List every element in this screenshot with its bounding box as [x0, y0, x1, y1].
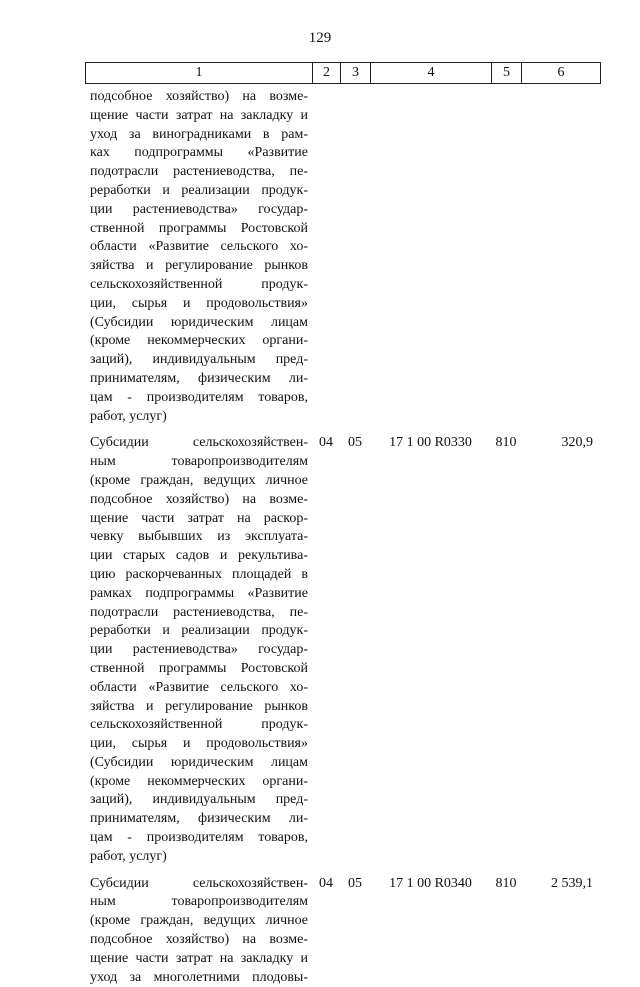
- budget-table-body: [85, 88, 601, 987]
- description-line: уход за виноградниками в рам-: [90, 126, 308, 142]
- description-line: заций), индивидуальным пред-: [90, 352, 308, 368]
- subsection-code: 05: [348, 875, 362, 891]
- description-line: ции, сырья и продовольствия»: [90, 295, 308, 311]
- description-line: сельскохозяйственной продук-: [90, 717, 308, 733]
- description-line: (кроме граждан, ведущих личное: [90, 913, 308, 929]
- description-line: (кроме некоммерческих органи-: [90, 333, 308, 349]
- target-article-code: 17 1 00 R0340: [389, 875, 472, 891]
- subsection-code: 05: [348, 435, 362, 451]
- description-line: ственной программы Ростовской: [90, 220, 308, 236]
- column-header-3: 3: [341, 63, 371, 83]
- description-line: (кроме граждан, ведущих личное: [90, 472, 308, 488]
- description-line: подсобное хозяйство) на возме-: [90, 491, 308, 507]
- section-code: 04: [319, 435, 333, 451]
- row-description: [85, 434, 312, 866]
- description-line: принимателям, физическим ли-: [90, 370, 308, 386]
- target-article-code: 17 1 00 R0330: [389, 435, 472, 451]
- description-line: рамках подпрограммы «Развитие: [90, 585, 308, 601]
- description-line: заций), индивидуальным пред-: [90, 792, 308, 808]
- amount: 320,9: [561, 435, 593, 451]
- table-row: [85, 434, 601, 866]
- column-header-1: 1: [86, 63, 313, 83]
- description-line: щение части затрат на закладку и: [90, 950, 308, 966]
- column-header-4: 4: [371, 63, 492, 83]
- column-header-6: 6: [557, 65, 565, 80]
- table-row: [85, 875, 601, 987]
- page-number: 129: [308, 30, 332, 46]
- section-code: 04: [319, 875, 333, 891]
- column-header-2: 2: [313, 63, 341, 83]
- description-line: (кроме некоммерческих органи-: [90, 773, 308, 789]
- description-line: уход за многолетними плодовы-: [90, 969, 308, 985]
- description-line: цам - производителям товаров,: [90, 389, 308, 405]
- description-line: (Субсидии юридическим лицам: [90, 754, 308, 770]
- description-line: щение части затрат на раскор-: [90, 510, 308, 526]
- description-line: подотрасли растениеводства, пе-: [90, 164, 308, 180]
- description-line: цию раскорчеванных площадей в: [90, 566, 308, 582]
- description-line: подсобное хозяйство) на возме-: [90, 89, 308, 104]
- description-line: подотрасли растениеводства, пе-: [90, 604, 308, 620]
- description-line: ции растениеводства» государ-: [90, 642, 308, 658]
- description-line: работ, услуг): [90, 848, 167, 864]
- expense-type-code: [491, 88, 521, 426]
- row-description: [85, 88, 312, 426]
- amount: [521, 88, 599, 426]
- target-article-code: [370, 88, 491, 426]
- description-line: ции старых садов и рекультива-: [90, 548, 308, 564]
- description-line: ции растениеводства» государ-: [90, 201, 308, 217]
- expense-type-code: 810: [495, 435, 517, 451]
- description-line: работ, услуг): [90, 408, 167, 424]
- description-line: реработки и реализации продук-: [90, 182, 308, 198]
- expense-type-code: 810: [495, 875, 517, 891]
- description-line: ции, сырья и продовольствия»: [90, 736, 308, 752]
- description-line: области «Развитие сельского хо-: [90, 679, 308, 695]
- description-line: подсобное хозяйство) на возме-: [90, 932, 308, 948]
- description-line: (Субсидии юридическим лицам: [90, 314, 308, 330]
- description-line: зяйства и регулирование рынков: [90, 698, 308, 714]
- description-line: ным товаропроизводителям: [90, 894, 308, 910]
- description-line: Субсидии сельскохозяйствен-: [90, 435, 308, 451]
- subsection-code: [340, 88, 370, 426]
- description-line: области «Развитие сельского хо-: [90, 239, 308, 255]
- amount: 2 539,1: [551, 875, 593, 891]
- description-line: сельскохозяйственной продук-: [90, 276, 308, 292]
- description-line: принимателям, физическим ли-: [90, 811, 308, 827]
- table-row: [85, 88, 601, 426]
- description-line: зяйства и регулирование рынков: [90, 258, 308, 274]
- description-line: щение части затрат на закладку и: [90, 107, 308, 123]
- description-line: Субсидии сельскохозяйствен-: [90, 875, 308, 891]
- table-header-row: [85, 62, 601, 84]
- description-line: ках подпрограммы «Развитие: [90, 145, 308, 161]
- section-code: [312, 88, 340, 426]
- description-line: ственной программы Ростовской: [90, 660, 308, 676]
- description-line: реработки и реализации продук-: [90, 623, 308, 639]
- description-line: ным товаропроизводителям: [90, 454, 308, 470]
- row-description: [85, 875, 312, 987]
- description-line: чевку выбывших из эксплуата-: [90, 529, 308, 545]
- column-header-5: 5: [492, 63, 522, 83]
- description-line: цам - производителям товаров,: [90, 830, 308, 846]
